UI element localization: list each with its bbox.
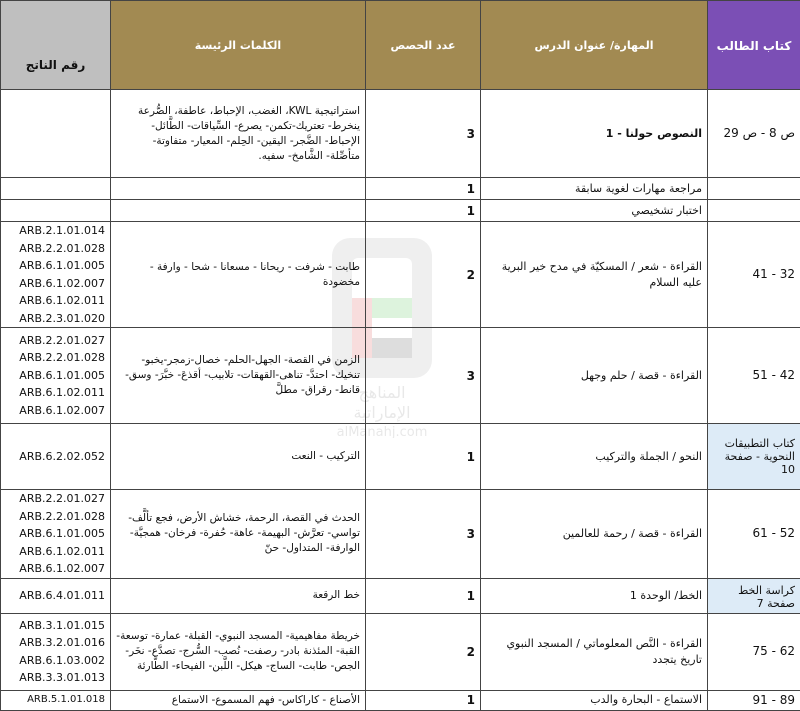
codes-cell: ARB.6.2.02.052 bbox=[1, 424, 111, 490]
table-row bbox=[1, 490, 800, 579]
table-row bbox=[1, 90, 800, 178]
book-cell: 62 - 75 bbox=[708, 613, 800, 690]
count-cell: 3 bbox=[366, 490, 481, 579]
header-count: عدد الحصص bbox=[366, 1, 481, 90]
table-row bbox=[1, 178, 800, 200]
lesson-cell: مراجعة مهارات لغوية سابقة bbox=[481, 178, 708, 200]
keywords-cell bbox=[111, 178, 366, 200]
book-cell: كراسة الخط صفحة 7 bbox=[708, 578, 800, 613]
lesson-cell: القراءة - شعر / المسكيّة في مدح خير البرية عليه السلام bbox=[481, 222, 708, 328]
book-cell: ص 8 - ص 29 bbox=[708, 90, 800, 178]
count-cell: 2 bbox=[366, 613, 481, 690]
count-cell: 1 bbox=[366, 424, 481, 490]
header-row bbox=[1, 1, 800, 90]
watermark-url: alManahj.com bbox=[337, 425, 428, 438]
keywords-cell: استراتيجية KWL، الغضب، الإحباط، عاطفة، الصُّرعة ينخرط- تعتريك-تكمن- يصرع- السِّياقات- الطَّائل- الإحباط- الضَّجر- اليقين- الحِلم- المعيار- متفاوتة- متأصِّلة- الشَّامخ- سفيه. bbox=[111, 90, 366, 178]
codes-cell: ARB.6.4.01.011 bbox=[1, 578, 111, 613]
header-lesson: المهارة/ عنوان الدرس bbox=[481, 1, 708, 90]
book-cell: 42 - 51 bbox=[708, 328, 800, 424]
count-cell: 3 bbox=[366, 328, 481, 424]
codes-cell: ARB.3.1.01.015 ARB.3.2.01.016 ARB.6.1.03.002 ARB.3.3.01.013 bbox=[1, 613, 111, 690]
book-cell: 32 - 41 bbox=[708, 222, 800, 328]
codes-cell bbox=[1, 90, 111, 178]
codes-cell: ARB.5.1.01.018 bbox=[1, 690, 111, 710]
watermark-line2: الإماراتية bbox=[353, 403, 410, 423]
book-cell bbox=[708, 200, 800, 222]
table-row bbox=[1, 690, 800, 710]
table-row bbox=[1, 200, 800, 222]
table-row bbox=[1, 578, 800, 613]
codes-cell: ARB.2.1.01.014 ARB.2.2.01.028 ARB.6.1.01.005 ARB.6.1.02.007 ARB.6.1.02.011 ARB.2.3.01.020 bbox=[1, 222, 111, 328]
codes-cell: ARB.2.2.01.027 ARB.2.2.01.028 ARB.6.1.01.005 ARB.6.1.02.011 ARB.6.1.02.007 bbox=[1, 490, 111, 579]
watermark-line1: المناهج bbox=[358, 383, 405, 402]
keywords-cell: التركيب - النعت bbox=[111, 424, 366, 490]
table-row bbox=[1, 613, 800, 690]
book-cell bbox=[708, 178, 800, 200]
keywords-cell: طابت - شرفت - ريحانا - مسعانا - شحا - وارفة - مخضودة bbox=[111, 222, 366, 328]
codes-cell bbox=[1, 178, 111, 200]
lesson-cell: الخط/ الوحدة 1 bbox=[481, 578, 708, 613]
lesson-cell: القراءة - النَّص المعلوماتي / المسجد النبوي تاريخ يتجدد bbox=[481, 613, 708, 690]
keywords-cell: الحدث في القصة، الرحمة، خشاش الأرض، فجع تألَّف- تواسي- تعرَّش- البهيمة- عاهة- حُفرة- فرخان- همجيَّة- الوارفة- المتداول- حنّ bbox=[111, 490, 366, 579]
header-keywords: الكلمات الرئيسة bbox=[111, 1, 366, 90]
header-code: رقم الناتج bbox=[1, 1, 111, 90]
table-row bbox=[1, 222, 800, 328]
lesson-cell: القراءة - قصة / رحمة للعالمين bbox=[481, 490, 708, 579]
lesson-cell: النحو / الجملة والتركيب bbox=[481, 424, 708, 490]
count-cell: 1 bbox=[366, 200, 481, 222]
keywords-cell: الأصناع - كاراكاس- فهم المسموع- الاستماع bbox=[111, 690, 366, 710]
count-cell: 1 bbox=[366, 178, 481, 200]
count-cell: 1 bbox=[366, 578, 481, 613]
table-row bbox=[1, 424, 800, 490]
lesson-cell: القراءة - قصة / حلم وجهل bbox=[481, 328, 708, 424]
book-cell: كتاب التطبيقات النحوية - صفحة 10 bbox=[708, 424, 800, 490]
table-row bbox=[1, 328, 800, 424]
count-cell: 2 bbox=[366, 222, 481, 328]
lesson-cell: النصوص حولنا - 1 bbox=[481, 90, 708, 178]
keywords-cell: خريطة مفاهيمية- المسجد النبوي- القبلة- عمارة- توسعة- القبة- المئذنة بادر- رصفت- نُصب- السُّرج- تصدَّع- نخَر- الجص- طابت- الساج- هيكل- اللَّبن- الفيحاء- الطَّارئة bbox=[111, 613, 366, 690]
codes-cell bbox=[1, 200, 111, 222]
lesson-cell: اختبار تشخيصي bbox=[481, 200, 708, 222]
codes-cell: ARB.2.2.01.027 ARB.2.2.01.028 ARB.6.1.01.005 ARB.6.1.02.011 ARB.6.1.02.007 bbox=[1, 328, 111, 424]
header-book: كتاب الطالب bbox=[708, 1, 800, 90]
keywords-cell: خط الرقعة bbox=[111, 578, 366, 613]
keywords-cell: الزمن في القصة- الجهل-الحلم- خصال-زمجر-يخبو- تنخيك- احتدَّ- تناهى-القهقات- تلابيب- أقذعَ- خبَّرَ- وسق- قانط- رقراق- مطلَّ bbox=[111, 328, 366, 424]
count-cell: 3 bbox=[366, 90, 481, 178]
book-cell: 89 - 91 bbox=[708, 690, 800, 710]
book-cell: 52 - 61 bbox=[708, 490, 800, 579]
lesson-cell: الاستماع - البحارة والدب bbox=[481, 690, 708, 710]
keywords-cell bbox=[111, 200, 366, 222]
count-cell: 1 bbox=[366, 690, 481, 710]
